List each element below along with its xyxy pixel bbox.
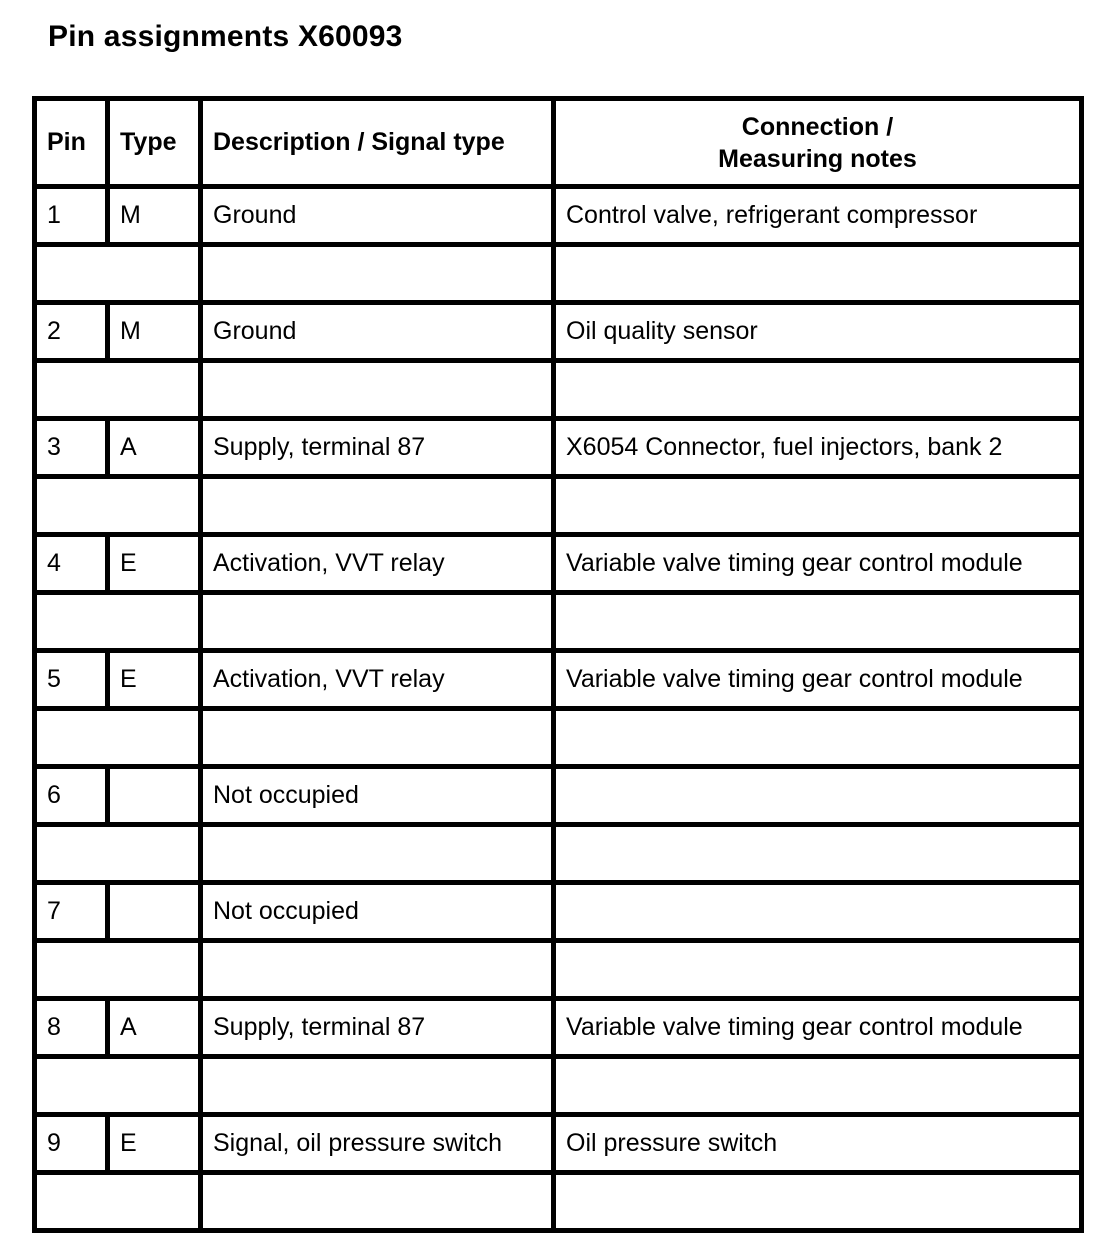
spacer-cell	[35, 361, 201, 419]
spacer-cell	[554, 361, 1082, 419]
spacer-cell	[35, 593, 201, 651]
pin-cell: 6	[35, 767, 108, 825]
spacer-row	[35, 593, 1082, 651]
type-cell	[108, 883, 201, 941]
spacer-cell	[35, 941, 201, 999]
type-cell	[108, 767, 201, 825]
spacer-cell	[35, 477, 201, 535]
table-row	[35, 883, 1082, 941]
description-cell: Supply, terminal 87	[201, 419, 554, 477]
spacer-cell	[554, 941, 1082, 999]
pin-cell: 7	[35, 883, 108, 941]
type-cell: M	[108, 303, 201, 361]
pin-cell: 4	[35, 535, 108, 593]
header-notes	[554, 99, 1082, 187]
notes-cell	[554, 883, 1082, 941]
notes-cell: Control valve, refrigerant compressor	[554, 187, 1082, 245]
type-cell: M	[108, 187, 201, 245]
spacer-cell	[201, 593, 554, 651]
notes-cell: Variable valve timing gear control module	[554, 535, 1082, 593]
type-cell: E	[108, 651, 201, 709]
spacer-cell	[35, 1173, 201, 1231]
table-row	[35, 767, 1082, 825]
spacer-cell	[201, 825, 554, 883]
notes-cell: Oil quality sensor	[554, 303, 1082, 361]
header-notes-line2: Measuring notes	[718, 144, 917, 173]
spacer-cell	[35, 825, 201, 883]
pin-cell: 9	[35, 1115, 108, 1173]
table-row	[35, 535, 1082, 593]
spacer-row	[35, 709, 1082, 767]
spacer-row	[35, 1173, 1082, 1231]
page-title: Pin assignments X60093	[48, 20, 403, 53]
notes-cell: Variable valve timing gear control module	[554, 999, 1082, 1057]
notes-cell: X6054 Connector, fuel injectors, bank 2	[554, 419, 1082, 477]
description-cell: Supply, terminal 87	[201, 999, 554, 1057]
description-cell: Activation, VVT relay	[201, 651, 554, 709]
description-cell: Signal, oil pressure switch	[201, 1115, 554, 1173]
spacer-row	[35, 245, 1082, 303]
pin-cell: 5	[35, 651, 108, 709]
spacer-cell	[35, 245, 201, 303]
table-row	[35, 999, 1082, 1057]
table-row	[35, 651, 1082, 709]
spacer-cell	[201, 1173, 554, 1231]
description-cell: Ground	[201, 187, 554, 245]
pin-cell: 3	[35, 419, 108, 477]
pin-assignment-table	[32, 96, 1084, 1233]
spacer-cell	[201, 709, 554, 767]
type-cell: E	[108, 535, 201, 593]
spacer-cell	[201, 477, 554, 535]
table-row	[35, 187, 1082, 245]
spacer-cell	[201, 361, 554, 419]
type-cell: A	[108, 999, 201, 1057]
spacer-cell	[201, 941, 554, 999]
spacer-cell	[554, 709, 1082, 767]
spacer-cell	[554, 1173, 1082, 1231]
spacer-cell	[554, 593, 1082, 651]
header-notes-line1: Connection /	[741, 112, 894, 141]
table-row	[35, 303, 1082, 361]
description-cell: Ground	[201, 303, 554, 361]
pin-cell: 8	[35, 999, 108, 1057]
spacer-cell	[35, 709, 201, 767]
spacer-row	[35, 825, 1082, 883]
pin-cell: 1	[35, 187, 108, 245]
notes-cell: Variable valve timing gear control module	[554, 651, 1082, 709]
header-description: Description / Signal type	[201, 99, 554, 187]
header-type: Type	[108, 99, 201, 187]
spacer-row	[35, 361, 1082, 419]
type-cell: E	[108, 1115, 201, 1173]
spacer-cell	[554, 245, 1082, 303]
spacer-cell	[554, 1057, 1082, 1115]
pin-cell: 2	[35, 303, 108, 361]
table-row	[35, 419, 1082, 477]
spacer-cell	[201, 245, 554, 303]
table-header-row	[35, 99, 1082, 187]
spacer-row	[35, 477, 1082, 535]
header-pin: Pin	[35, 99, 108, 187]
spacer-cell	[35, 1057, 201, 1115]
notes-cell: Oil pressure switch	[554, 1115, 1082, 1173]
spacer-row	[35, 941, 1082, 999]
description-cell: Not occupied	[201, 767, 554, 825]
table-row	[35, 1115, 1082, 1173]
notes-cell	[554, 767, 1082, 825]
spacer-cell	[201, 1057, 554, 1115]
type-cell: A	[108, 419, 201, 477]
description-cell: Not occupied	[201, 883, 554, 941]
spacer-row	[35, 1057, 1082, 1115]
spacer-cell	[554, 477, 1082, 535]
description-cell: Activation, VVT relay	[201, 535, 554, 593]
spacer-cell	[554, 825, 1082, 883]
